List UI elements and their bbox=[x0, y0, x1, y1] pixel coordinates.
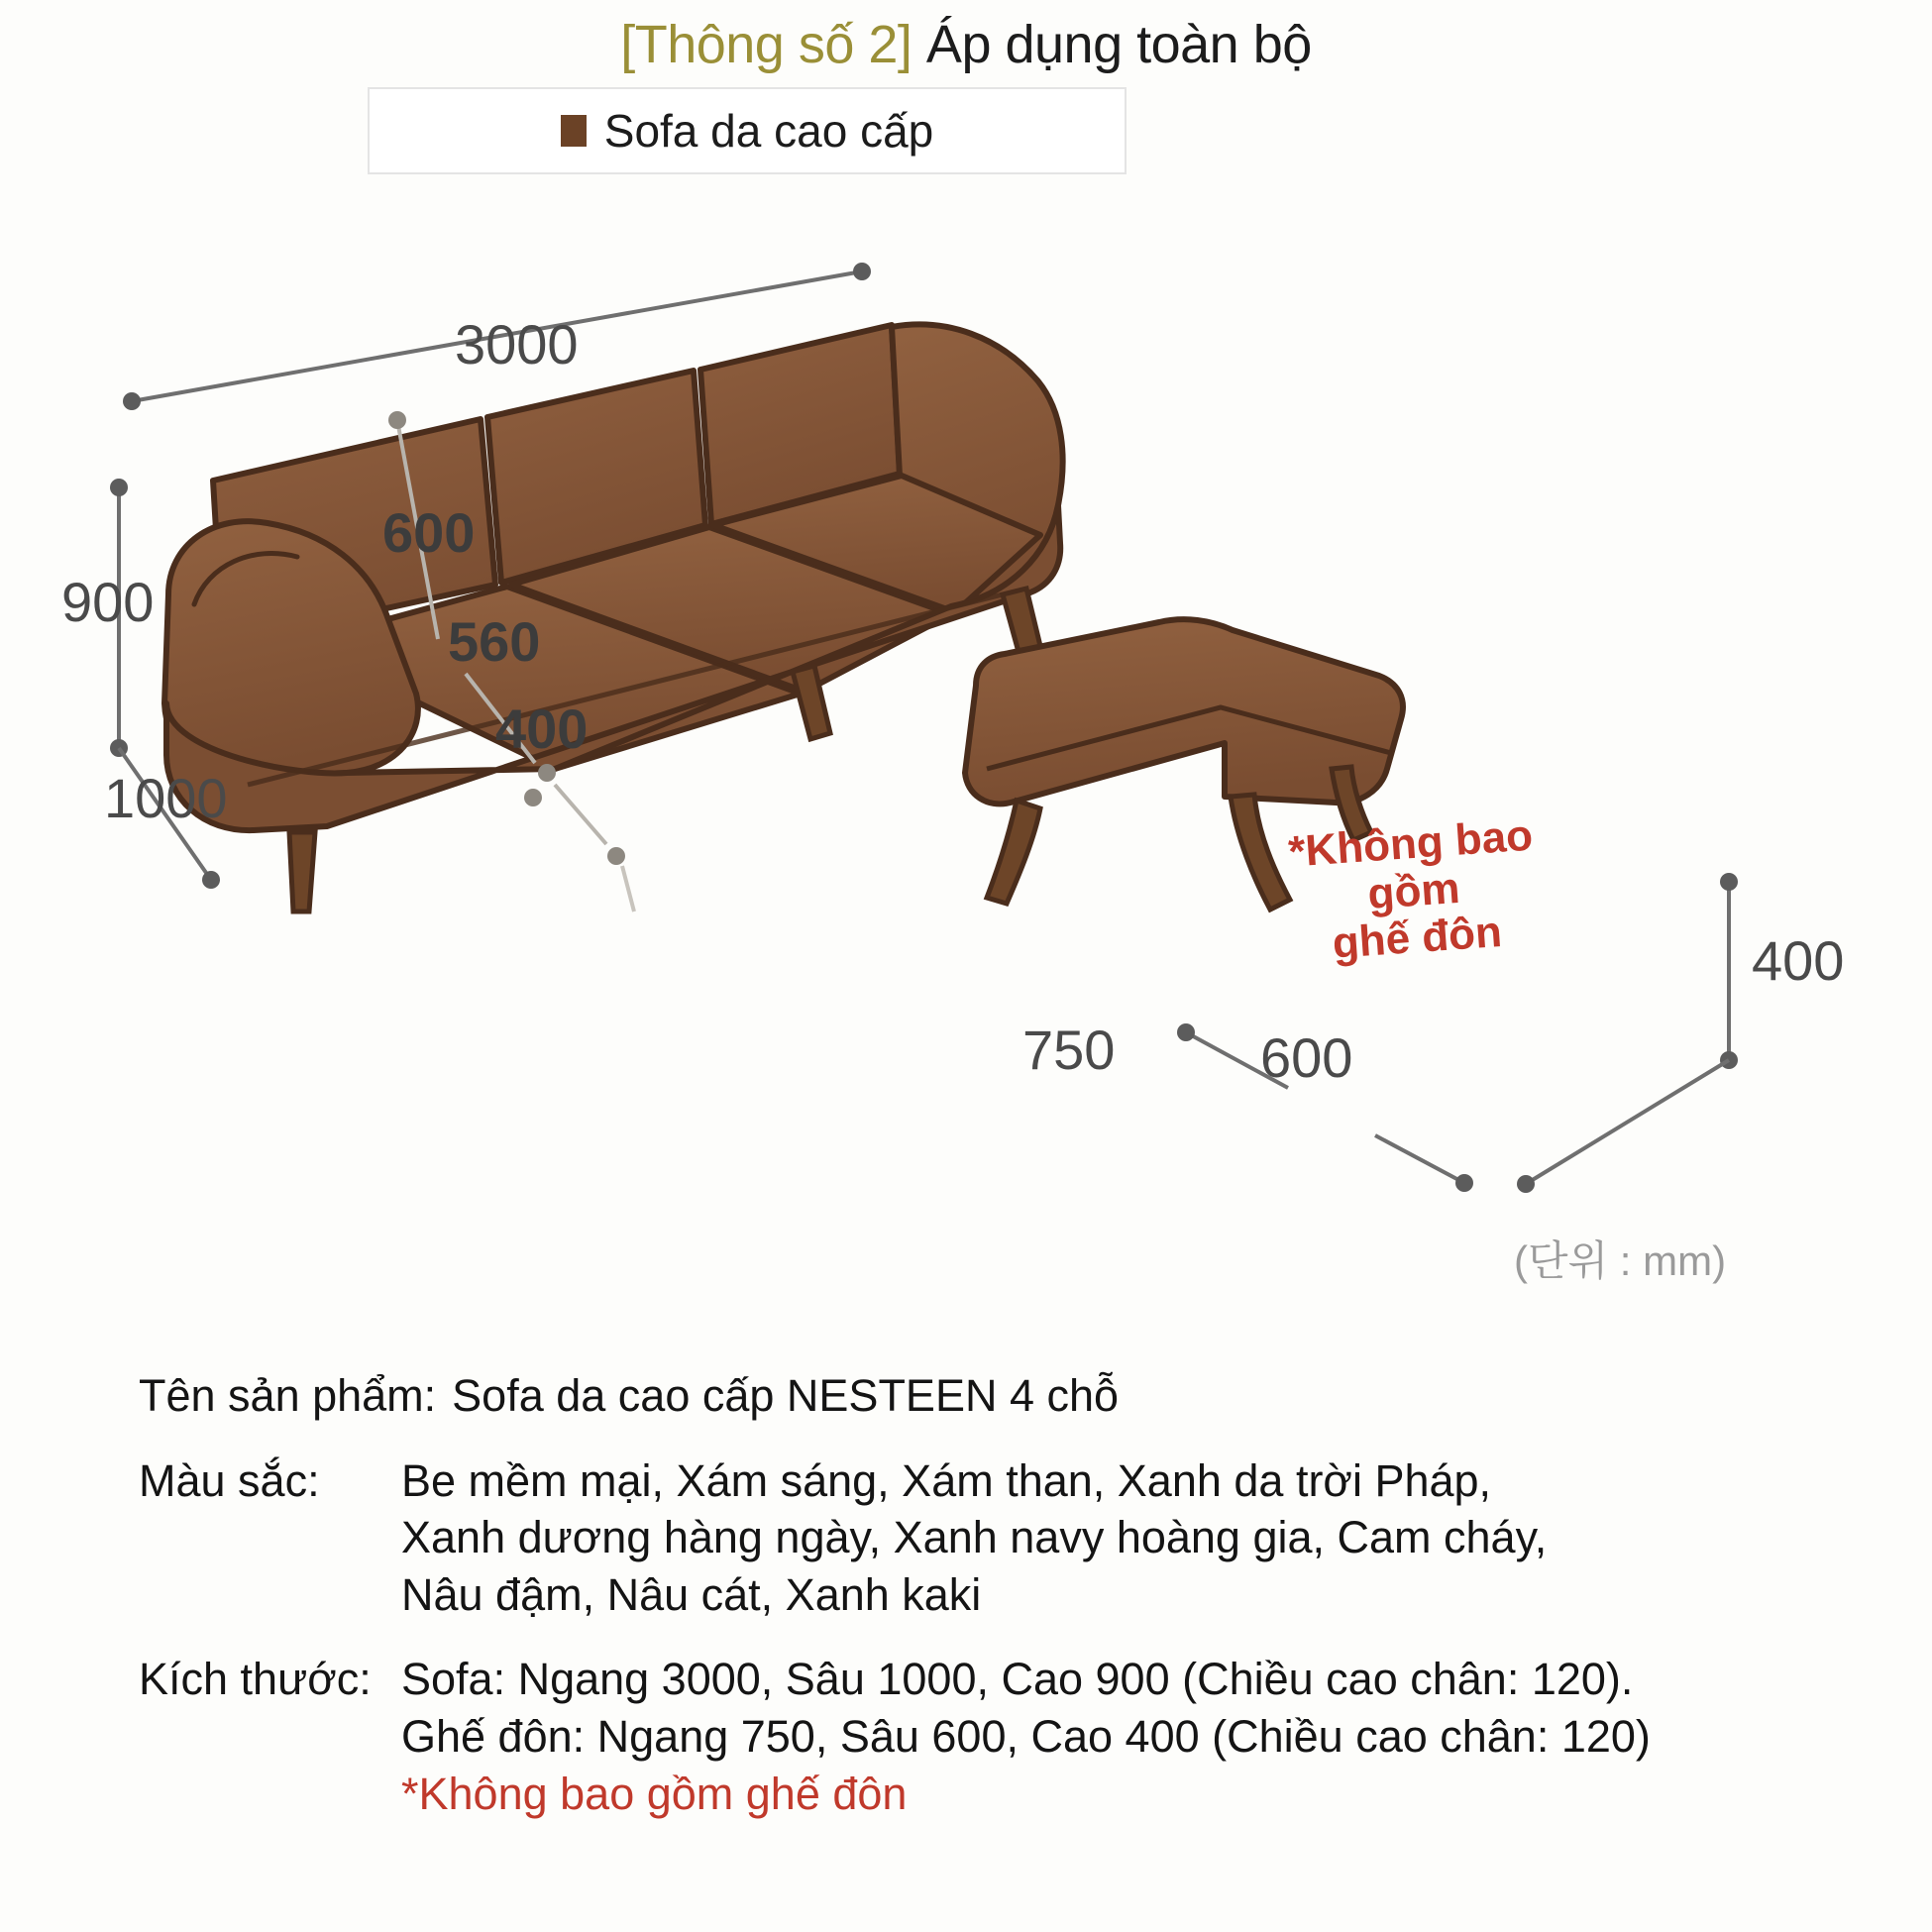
spec-value-dimensions bbox=[401, 1651, 1843, 1822]
spec-key-product-name: Tên sản phẩm: bbox=[139, 1370, 437, 1421]
dimdot-sofa-width-start bbox=[123, 392, 141, 410]
dim-label-sofa-depth: 1000 bbox=[104, 767, 228, 829]
dim-label-seat-width: 560 bbox=[448, 610, 541, 673]
dim-label-ottoman-depth: 600 bbox=[1260, 1026, 1353, 1089]
spec-row-dimensions bbox=[139, 1651, 1843, 1822]
legend-color-swatch-icon bbox=[561, 115, 587, 147]
spec-row-colors bbox=[139, 1452, 1843, 1624]
size-line-1: Sofa: Ngang 3000, Sâu 1000, Cao 900 (Chiều cao chân: 120). bbox=[401, 1654, 1634, 1705]
dimdot-ottoman-height-top bbox=[1720, 873, 1738, 891]
color-line-3: Nâu đậm, Nâu cát, Xanh kaki bbox=[401, 1568, 982, 1620]
title-main: Áp dụng toàn bộ bbox=[925, 15, 1312, 74]
dimline-ottoman-width-b bbox=[1375, 1135, 1464, 1183]
dim-label-back-height: 600 bbox=[382, 501, 476, 564]
dim-label-sofa-height: 900 bbox=[61, 571, 155, 633]
size-line-2: Ghế đôn: Ngang 750, Sâu 600, Cao 400 (Chiều cao chân: 120) bbox=[401, 1710, 1651, 1762]
dimdot-ottoman-width-end bbox=[1455, 1174, 1473, 1192]
title-tag: [Thông số 2] bbox=[620, 15, 912, 74]
ottoman-note-line-1: *Không bao gồm bbox=[1286, 810, 1535, 918]
dimdot-ottoman-depth-end bbox=[1517, 1175, 1535, 1193]
page-title bbox=[0, 14, 1932, 75]
color-line-2: Xanh dương hàng ngày, Xanh navy hoàng gia, Cam cháy, bbox=[401, 1512, 1548, 1563]
spec-key-dimensions: Kích thước: bbox=[139, 1654, 372, 1705]
size-warning: *Không bao gồm ghế đôn bbox=[401, 1768, 908, 1819]
dimension-illustration bbox=[0, 178, 1932, 1328]
spec-value-product-name: Sofa da cao cấp NESTEEN 4 chỗ bbox=[452, 1370, 1120, 1421]
dimdot-ottoman-width-start bbox=[1177, 1023, 1195, 1041]
dimline-ottoman-depth bbox=[1526, 1060, 1729, 1184]
dimdot-seat-mid bbox=[524, 789, 542, 806]
dimline-seat-height-b bbox=[622, 866, 634, 912]
dim-label-ottoman-width: 750 bbox=[1022, 1019, 1116, 1081]
dimdot-sofa-width-end bbox=[853, 263, 871, 280]
dim-label-ottoman-height: 400 bbox=[1752, 929, 1845, 992]
legend bbox=[368, 87, 1127, 174]
dim-label-seat-height: 400 bbox=[495, 698, 589, 760]
dimdot-back-height-top bbox=[388, 411, 406, 429]
ottoman-exclusion-note bbox=[1245, 809, 1581, 973]
spec-key-colors: Màu sắc: bbox=[139, 1454, 320, 1506]
dim-label-sofa-width: 3000 bbox=[455, 313, 579, 376]
spec-row-product-name bbox=[139, 1367, 1843, 1425]
color-line-1: Be mềm mại, Xám sáng, Xám than, Xanh da trời Pháp, bbox=[401, 1454, 1492, 1506]
unit-note: (단위 : mm) bbox=[1514, 1237, 1727, 1284]
ottoman-note-line-2: ghế đôn bbox=[1331, 908, 1504, 968]
sofa-group bbox=[164, 324, 1063, 912]
dimdot-seat-height bbox=[607, 847, 625, 865]
dimdot-sofa-depth-end bbox=[202, 871, 220, 889]
ottoman-leg-left bbox=[987, 801, 1040, 904]
furniture-drawing bbox=[0, 178, 1932, 1328]
legend-label: Sofa da cao cấp bbox=[603, 105, 934, 157]
dimdot-sofa-height-top bbox=[110, 479, 128, 496]
sofa-leg-front-left bbox=[289, 832, 315, 912]
dimline-seat-height-a bbox=[555, 785, 606, 844]
sofa-leg-back-right bbox=[1003, 589, 1040, 652]
spec-value-colors bbox=[401, 1452, 1843, 1624]
dimdot-seat-width bbox=[538, 764, 556, 782]
specification-list bbox=[139, 1367, 1843, 1850]
